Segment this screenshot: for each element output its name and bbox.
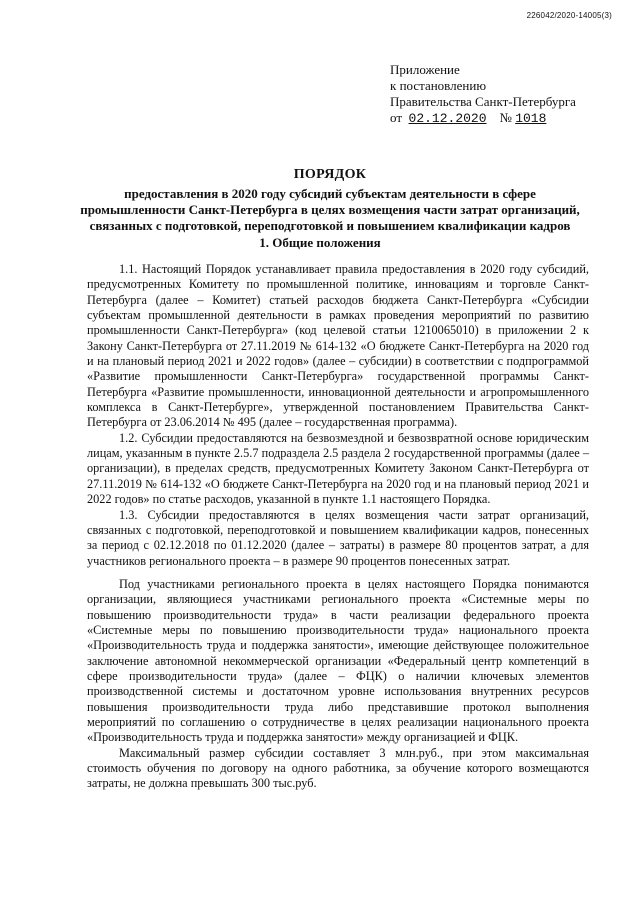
appendix-line-3: Правительства Санкт-Петербурга [390, 94, 576, 109]
date-prefix: от [390, 110, 403, 125]
appendix-number: 1018 [515, 111, 547, 126]
paragraph-1-2: 1.2. Субсидии предоставляются на безвозмездной и безвозвратной основе юридическим лицам, указанным в пункте 2.5.7 подраздела 2.5 раздела 2 государственной программы (далее – организации), в пределах средств, предусмотренных Комитету Законом Санкт-Петербурга от 27.11.2019 № 614-132 «О бюджете Санкт-Петербурга на 2020 год и на плановый период 2021 и 2022 годов» по статье расходов, указанной в пункте 1.1 настоящего Порядка. [87, 430, 589, 507]
paragraph-participants: Под участниками регионального проекта в целях настоящего Порядка понимаются организации, являющиеся участниками регионального проекта «Системные меры по повышению производительности труда» в части реализации федерального проекта «Системные меры по повышению производительности труда» национального проекта «Производительность труда и поддержка занятости», имеющие действующее положительное заключение автономной некоммерческой организации «Федеральный центр компетенций в сфере производительности труда» (далее – ФЦК) о наличии ключевых элементов производственной системы и достаточном уровне использования внутренних ресурсов повышения производительности труда либо представившие протокол выполнения мероприятий по соглашению о сотрудничестве в целях реализации национального проекта «Производительность труда и поддержка занятости» между организацией и ФЦК. [87, 576, 589, 745]
appendix-date: 02.12.2020 [408, 111, 487, 126]
document-subtitle: предоставления в 2020 году субсидий субъектам деятельности в сфере промышленности Санкт-Петербурга в целях возмещения части затрат организаций, связанных с подготовкой, переподготовкой и повышением квалификации кадров [80, 186, 580, 233]
number-prefix: № [499, 110, 512, 125]
document-title: ПОРЯДОК [293, 167, 367, 182]
paragraph-1-1: 1.1. Настоящий Порядок устанавливает правила предоставления в 2020 году субсидий, предусмотренных Комитету по промышленной политике, инновациям и торговле Санкт-Петербурга (далее – Комитет) статьей расходов бюджета Санкт-Петербурга «Субсидии субъектам промышленной деятельности в рамках проведения мероприятий по развитию промышленности Санкт-Петербурга» (код целевой статьи 1210065010) в приложении 2 к Закону Санкт-Петербурга от 27.11.2019 № 614-132 «О бюджете Санкт-Петербурга на 2020 год и на плановый период 2021 и 2022 годов» (далее – субсидии) в соответствии с подпрограммой «Развитие промышленности Санкт-Петербурга» государственной программы Санкт-Петербурга «Развитие промышленности, инновационной деятельности и агропромышленного комплекса в Санкт-Петербурге», утвержденной постановлением Правительства Санкт-Петербурга от 23.06.2014 № 495 (далее – государственная программа). [87, 262, 589, 430]
appendix-line-2: к постановлению [390, 78, 487, 93]
appendix-line-1: Приложение [390, 62, 460, 77]
document-id: 226042/2020-14005(3) [526, 11, 612, 20]
section-heading: 1. Общие положения [259, 235, 381, 250]
document-body [87, 262, 589, 792]
appendix-date-line [390, 110, 576, 127]
paragraph-max-subsidy: Максимальный размер субсидии составляет 3 млн.руб., при этом максимальная стоимость обучения по договору на одного работника, за обучение которого возмещаются затраты, не должна превышать 300 тыс.руб. [87, 745, 589, 791]
document-title-block [70, 167, 590, 234]
appendix-block [390, 62, 576, 127]
paragraph-1-3: 1.3. Субсидии предоставляются в целях возмещения части затрат организаций, связанных с подготовкой, переподготовкой и повышением квалификации кадров, понесенных за период с 02.12.2018 по 01.12.2020 (далее – затраты) в размере 80 процентов затрат, а для участников регионального проекта – в размере 90 процентов понесенных затрат. [87, 507, 589, 568]
